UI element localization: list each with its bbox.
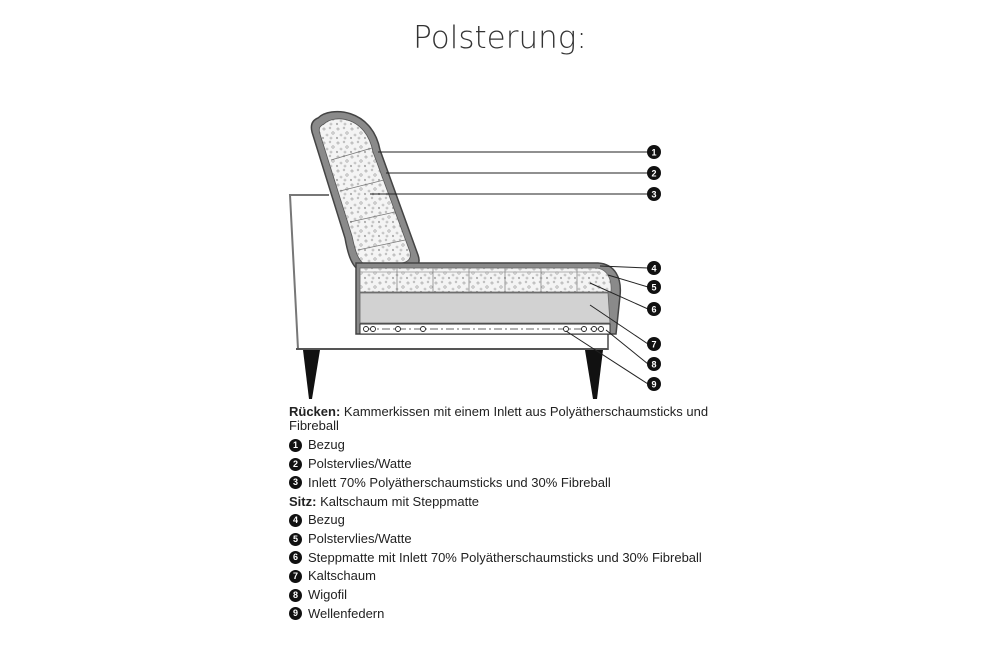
legend: [289, 405, 749, 623]
legend-item-6: [289, 548, 749, 567]
svg-text:9: 9: [651, 379, 657, 390]
callout-2: [647, 166, 661, 180]
legend-ruecken-label: Rücken:: [289, 404, 341, 419]
callout-3: [647, 187, 661, 201]
callout-9: [647, 377, 661, 391]
back-leg: [585, 350, 603, 399]
svg-text:8: 8: [651, 359, 657, 370]
legend-item-1: [289, 436, 749, 455]
number-badge-icon: 6: [289, 551, 302, 564]
legend-sitz-text: Kaltschaum mit Steppmatte: [320, 494, 480, 510]
number-badge-icon: 9: [289, 607, 302, 620]
legend-item-text: Polstervlies/Watte: [308, 456, 412, 472]
legend-item-text: Steppmatte mit Inlett 70% Polyätherschaumsticks und 30% Fibreball: [308, 549, 702, 565]
legend-item-5: [289, 530, 749, 549]
number-badge-icon: 2: [289, 458, 302, 471]
legend-item-text: Polstervlies/Watte: [308, 531, 412, 547]
number-badge-icon: 5: [289, 533, 302, 546]
legend-item-3: [289, 473, 749, 492]
legend-ruecken-text: Kammerkissen mit einem Inlett aus Polyätherschaumsticks und Fibreball: [289, 404, 709, 433]
seat-cushion: [356, 263, 620, 334]
callout-8: [647, 357, 661, 371]
number-badge-icon: 1: [289, 439, 302, 452]
legend-item-text: Wigofil: [308, 587, 348, 603]
page-title: Polsterung:: [413, 20, 587, 56]
svg-text:7: 7: [651, 339, 657, 350]
callout-7: [647, 337, 661, 351]
svg-text:5: 5: [651, 282, 657, 293]
legend-item-7: [289, 567, 749, 586]
backrest-cushion: [311, 112, 419, 272]
number-badge-icon: 3: [289, 476, 302, 489]
svg-text:4: 4: [651, 263, 657, 274]
front-leg: [303, 350, 320, 399]
legend-item-text: Bezug: [308, 437, 345, 453]
legend-sitz-label: Sitz:: [289, 494, 317, 510]
callout-1: [647, 145, 661, 159]
legend-item-text: Inlett 70% Polyätherschaumsticks und 30% Fibreball: [308, 474, 611, 490]
callout-6: [647, 302, 661, 316]
svg-text:3: 3: [651, 189, 657, 200]
number-badge-icon: 8: [289, 589, 302, 602]
legend-item-text: Kaltschaum: [308, 568, 376, 584]
legend-item-text: Bezug: [308, 512, 345, 528]
legend-ruecken: [289, 405, 749, 492]
callout-markers: [647, 145, 661, 391]
number-badge-icon: 7: [289, 570, 302, 583]
legend-ruecken-heading: [289, 405, 749, 433]
callout-4: [647, 261, 661, 275]
svg-text:6: 6: [651, 304, 657, 315]
legend-item-9: [289, 605, 749, 624]
legend-sitz: [289, 493, 749, 623]
legend-item-text: Wellenfedern: [308, 605, 385, 621]
legend-item-4: [289, 511, 749, 530]
number-badge-icon: 4: [289, 514, 302, 527]
legend-item-8: [289, 586, 749, 605]
svg-text:1: 1: [651, 147, 657, 158]
callout-5: [647, 280, 661, 294]
legend-sitz-heading: [289, 493, 749, 511]
legend-item-2: [289, 455, 749, 474]
svg-text:2: 2: [651, 168, 657, 179]
